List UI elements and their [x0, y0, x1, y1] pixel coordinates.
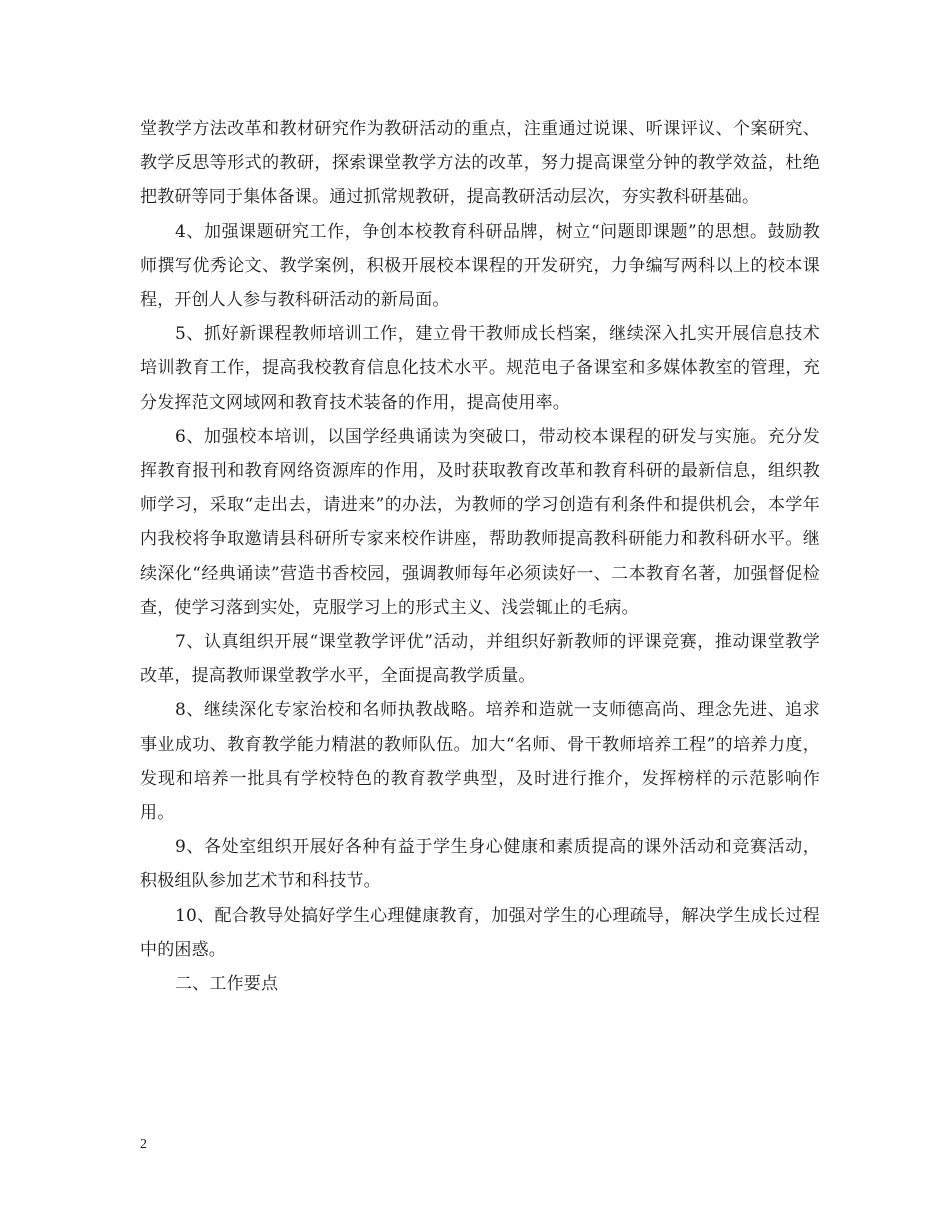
paragraph-item-6: 6、加强校本培训，以国学经典诵读为突破口，带动校本课程的研发与实施。充分发挥教育报刊和教育网络资源库的作用，及时获取教育改革和教育科研的最新信息，组织教师学习，采取“走出去，请进来”的办法，为教师的学习创造有利条件和提供机会，本学年内我校将争取邀请县科研所专家来校作讲座，帮助教师提高教科研能力和教科研水平。继续深化“经典诵读”营造书香校园，强调教师每年必须读好一、二本教育名著，加强督促检查，使学习落到实处，克服学习上的形式主义、浅尝辄止的毛病。	[140, 426, 820, 618]
paragraph-item-7: 7、认真组织开展“课堂教学评优”活动，并组织好新教师的评课竞赛，推动课堂教学改革，提高教师课堂教学水平，全面提高教学质量。	[140, 632, 820, 687]
paragraph-item-8: 8、继续深化专家治校和名师执教战略。培养和造就一支师德高尚、理念先进、追求事业成功、教育教学能力精湛的教师队伍。加大“名师、骨干教师培养工程”的培养力度，发现和培养一批具有学校特色的教育教学典型，及时进行推介，发挥榜样的示范影响作用。	[140, 700, 820, 824]
paragraph-continuation: 堂教学方法改革和教材研究作为教研活动的重点，注重通过说课、听课评议、个案研究、教学反思等形式的教研，探索课堂教学方法的改革，努力提高课堂分钟的教学效益，杜绝把教研等同于集体备课。通过抓常规教研，提高教研活动层次，夯实教科研基础。	[140, 119, 820, 208]
paragraph-item-10: 10、配合教导处搞好学生心理健康教育，加强对学生的心理疏导，解决学生成长过程中的困惑。	[140, 905, 820, 960]
paragraph-item-9: 9、各处室组织开展好各种有益于学生身心健康和素质提高的课外活动和竞赛活动，积极组队参加艺术节和科技节。	[140, 837, 820, 892]
paragraph-item-5: 5、抓好新课程教师培训工作，建立骨干教师成长档案，继续深入扎实开展信息技术培训教育工作，提高我校教育信息化技术水平。规范电子备课室和多媒体教室的管理，充分发挥范文网域网和教育技术装备的作用，提高使用率。	[140, 324, 820, 413]
document-body	[140, 112, 820, 1001]
section-heading-work-points: 二、工作要点	[175, 974, 279, 995]
page-number: 2	[140, 1137, 147, 1152]
paragraph-item-4: 4、加强课题研究工作，争创本校教育科研品牌，树立“问题即课题”的思想。鼓励教师撰写优秀论文、教学案例，积极开展校本课程的开发研究，力争编写两科以上的校本课程，开创人人参与教科研活动的新局面。	[140, 221, 820, 311]
